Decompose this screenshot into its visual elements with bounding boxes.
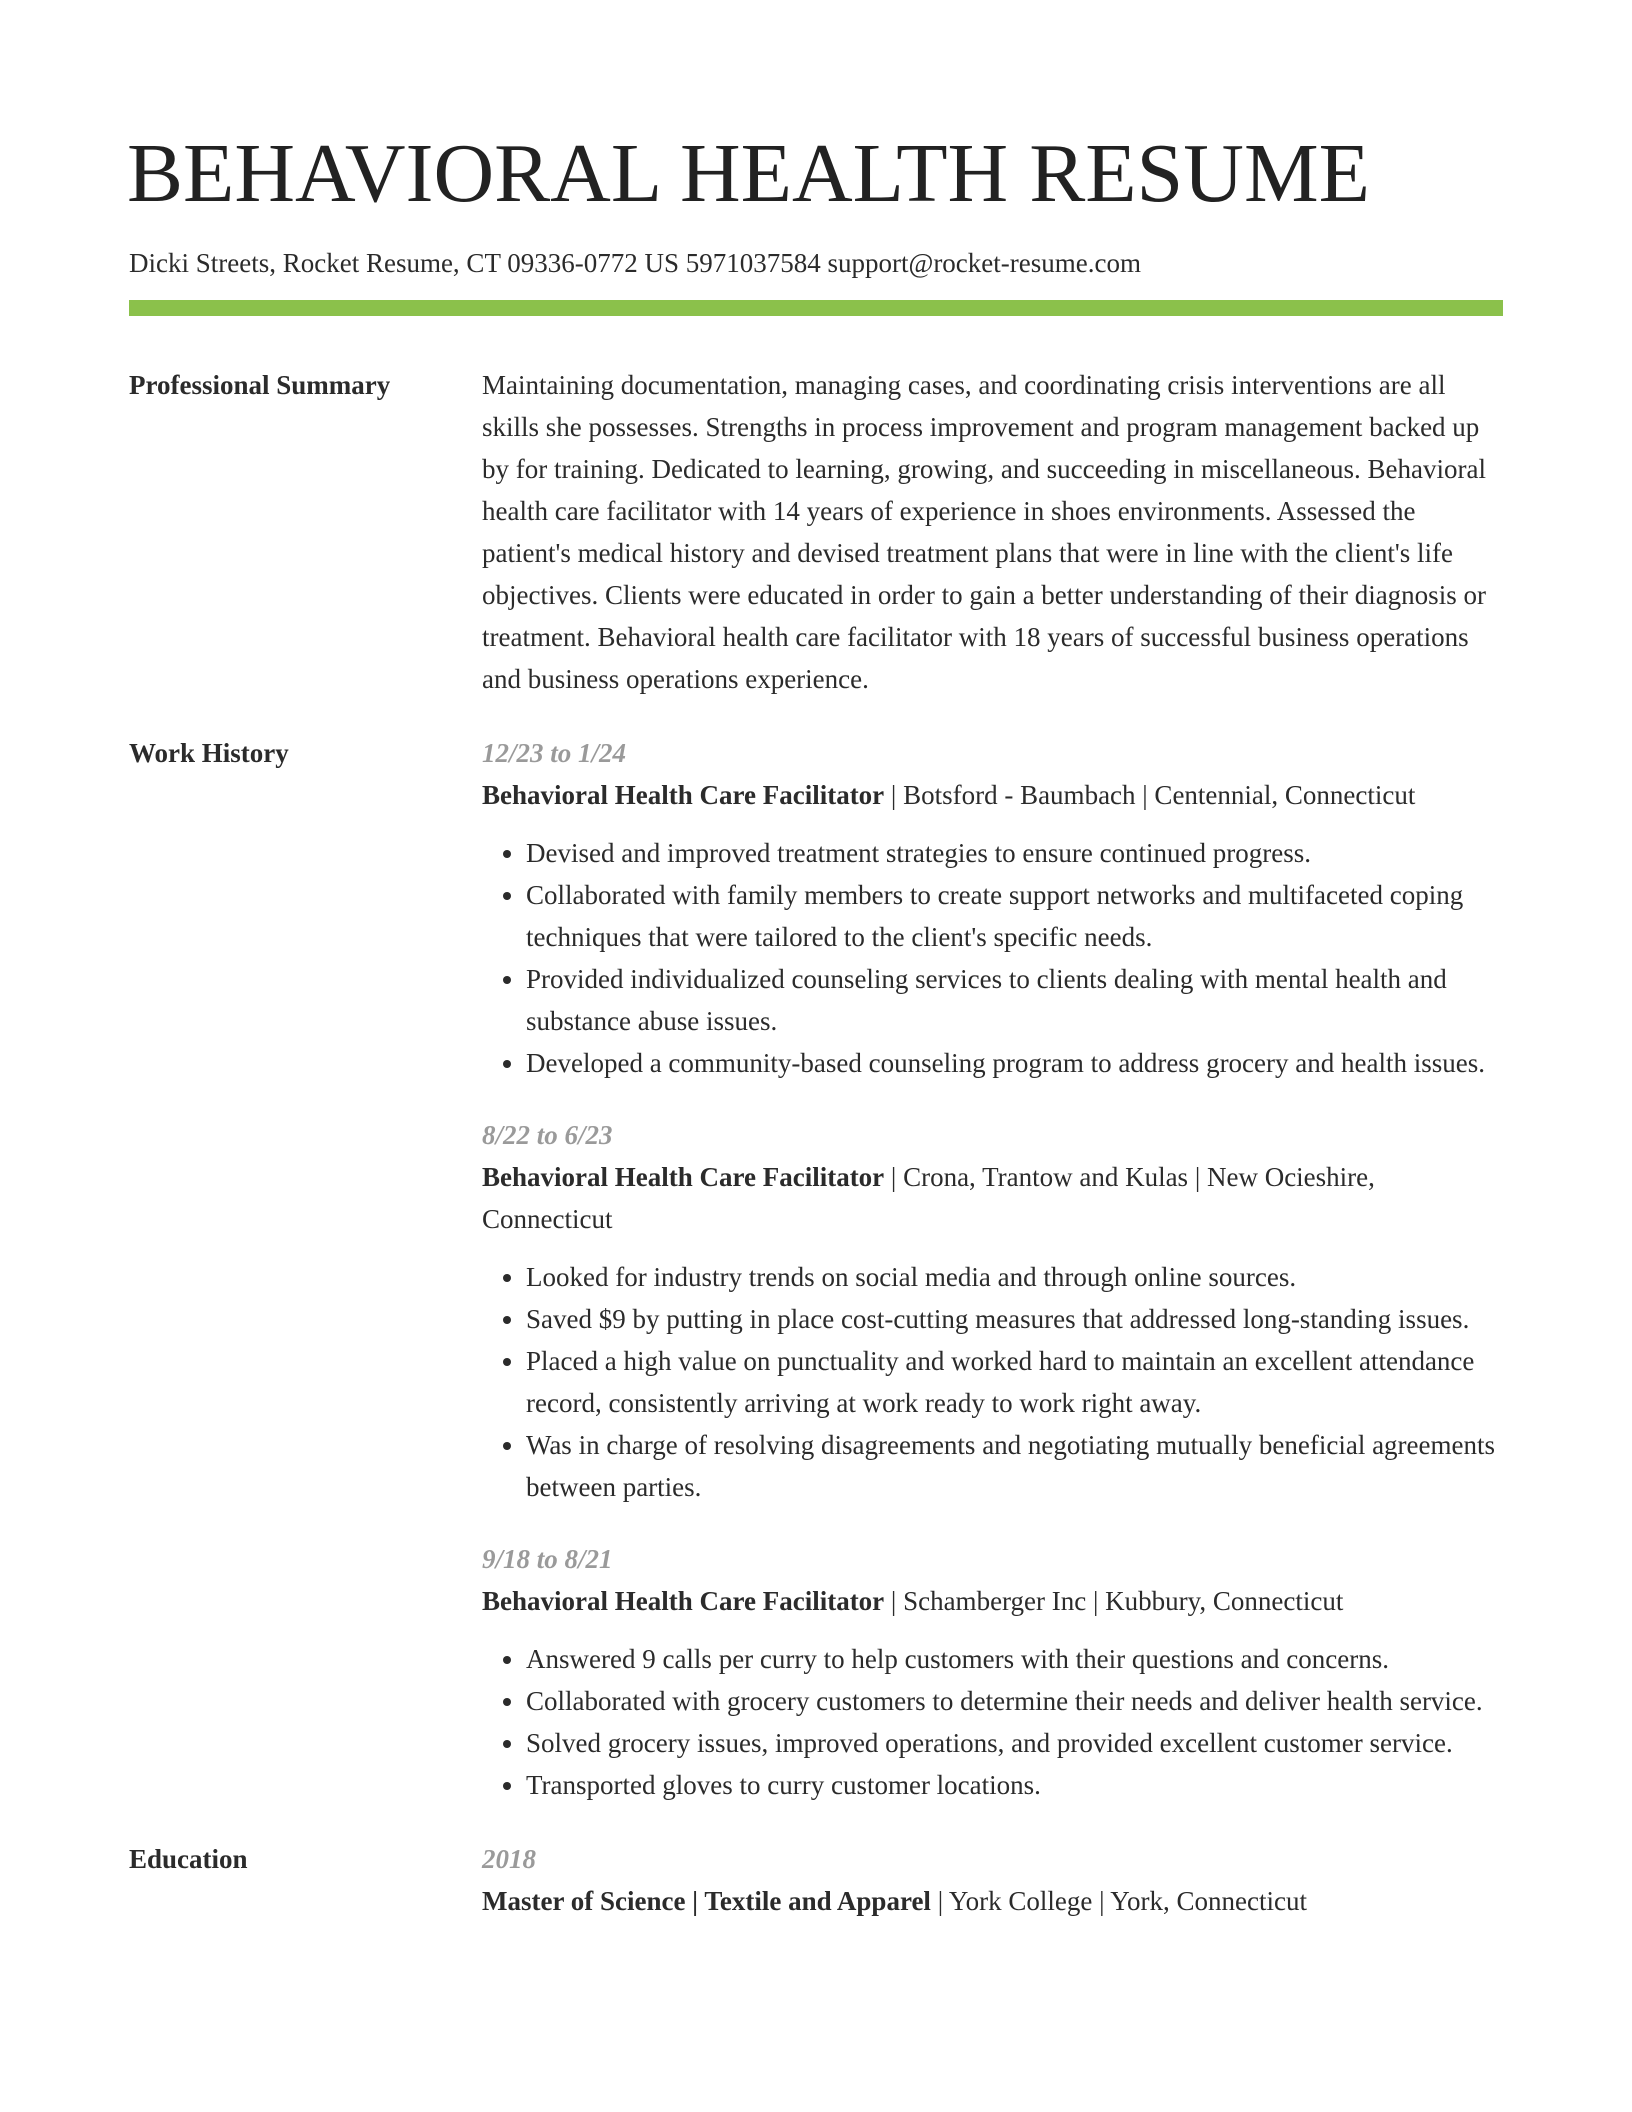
job-details: | Schamberger Inc | Kubbury, Connecticut [884,1586,1344,1616]
job-title: Behavioral Health Care Facilitator [482,780,885,810]
job-heading [482,1156,1503,1240]
summary-section [129,364,1503,700]
education-body [482,1838,1503,1922]
job-bullet: • Developed a community-based counseling program to address grocery and health issues. [526,1042,1503,1084]
education-details: | York College | York, Connecticut [930,1886,1308,1916]
job-dates: 12/23 to 1/24 [482,738,627,768]
job-entry [482,1114,1503,1508]
job-heading [482,1580,1503,1622]
job-title: Behavioral Health Care Facilitator [482,1162,885,1192]
job-title: Behavioral Health Care Facilitator [482,1586,885,1616]
job-bullet: • Collaborated with family members to create support networks and multifaceted coping techniques that were tailored to the client's specific needs. [526,874,1503,958]
summary-text: Maintaining documentation, managing cases, and coordinating crisis interventions are all skills she possesses. Strengths in process improvement and program management backed up by for training. Dedicated to learning, growing, and succeeding in miscellaneous. Behavioral health care facilitator with 14 years of experience in shoes environments. Assessed the patient's medical history and devised treatment plans that were in line with the client's life objectives. Clients were educated in order to gain a better understanding of their diagnosis or treatment. Behavioral health care facilitator with 18 years of successful business operations and business operations experience. [482,370,1486,694]
job-bullets [482,1256,1503,1508]
job-bullet: • Saved $9 by putting in place cost-cutting measures that addressed long-standing issues. [526,1298,1503,1340]
education-heading [482,1880,1503,1922]
work-history-body [482,732,1503,1806]
job-bullets [482,832,1503,1084]
job-entry [482,732,1503,1084]
section-label-work-history: Work History [129,738,289,768]
job-details: | Botsford - Baumbach | Centennial, Connecticut [884,780,1416,810]
job-dates: 9/18 to 8/21 [482,1544,613,1574]
header-divider [129,300,1503,316]
summary-body [482,364,1503,700]
job-bullet: • Was in charge of resolving disagreements and negotiating mutually beneficial agreements between parties. [526,1424,1503,1508]
job-bullet: • Collaborated with grocery customers to determine their needs and deliver health service. [526,1680,1503,1722]
education-year: 2018 [482,1844,536,1874]
job-details: | Crona, Trantow and Kulas | New Ocieshire, Connecticut [482,1162,1375,1234]
job-bullet: • Looked for industry trends on social media and through online sources. [526,1256,1503,1298]
job-bullet: • Transported gloves to curry customer locations. [526,1764,1503,1806]
job-bullet: • Provided individualized counseling services to clients dealing with mental health and substance abuse issues. [526,958,1503,1042]
education-section [129,1838,1503,1922]
section-label-summary: Professional Summary [129,370,391,400]
resume-title: BEHAVIORAL HEALTH RESUME [127,127,1370,220]
job-dates: 8/22 to 6/23 [482,1120,613,1150]
contact-line: Dicki Streets, Rocket Resume, CT 09336-0772 US 5971037584 support@rocket-resume.com [129,248,1141,278]
job-bullet: • Solved grocery issues, improved operations, and provided excellent customer service. [526,1722,1503,1764]
section-label-education: Education [129,1844,248,1874]
job-bullet: • Answered 9 calls per curry to help customers with their questions and concerns. [526,1638,1503,1680]
work-history-section [129,732,1503,1806]
job-bullet: • Placed a high value on punctuality and worked hard to maintain an excellent attendance record, consistently arriving at work ready to work right away. [526,1340,1503,1424]
job-entry [482,1538,1503,1806]
job-heading [482,774,1503,816]
job-bullet: • Devised and improved treatment strategies to ensure continued progress. [526,832,1503,874]
job-bullets [482,1638,1503,1806]
education-degree: Master of Science | Textile and Apparel [482,1886,931,1916]
